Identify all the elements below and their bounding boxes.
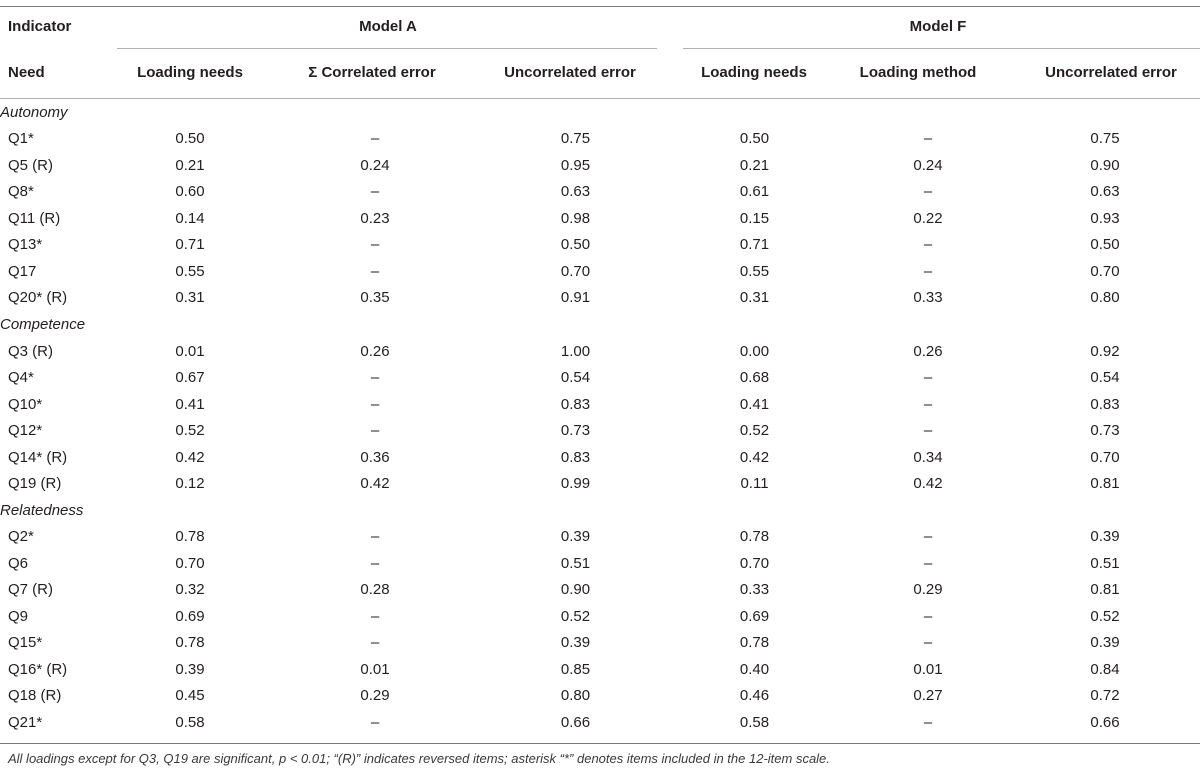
item-label: Q2* — [8, 528, 34, 546]
table-cell: 0.78 — [739, 528, 770, 546]
item-label: Q3 (R) — [8, 342, 53, 360]
table-cell: 0.68 — [739, 369, 770, 387]
table-cell: 0.75 — [1090, 130, 1120, 148]
table-cell: 0.52 — [560, 607, 591, 625]
table-cell: 0.69 — [739, 607, 770, 625]
table-cell: 0.35 — [360, 289, 390, 307]
table-cell: – — [923, 713, 933, 731]
table-body — [0, 99, 1200, 736]
table-cell: 0.55 — [739, 262, 770, 280]
table-cell: 0.39 — [560, 528, 591, 546]
table-row — [0, 444, 1200, 471]
table-cell: 0.01 — [913, 660, 943, 678]
table-cell: 0.93 — [1090, 209, 1120, 227]
table-row — [0, 205, 1200, 232]
table-cell: 0.39 — [1090, 634, 1120, 652]
table-cell: 0.31 — [739, 289, 770, 307]
item-label: Q7 (R) — [8, 581, 53, 599]
table-cell: – — [370, 713, 380, 731]
table-cell: 0.50 — [1090, 236, 1120, 254]
table-row — [0, 577, 1200, 604]
table-cell: – — [370, 422, 380, 440]
table-cell: 0.24 — [360, 156, 390, 174]
item-label: Q21* — [8, 713, 43, 731]
item-label: Q20* (R) — [8, 289, 68, 307]
table-cell: – — [923, 554, 933, 572]
table-cell: 0.66 — [1090, 713, 1120, 731]
bottom-rule — [0, 743, 1200, 744]
table-row — [0, 391, 1200, 418]
table-cell: – — [370, 183, 380, 201]
table-cell: 0.83 — [560, 448, 591, 466]
table-cell: 0.39 — [175, 660, 205, 678]
table-cell: 0.95 — [560, 156, 591, 174]
table-cell: 0.98 — [560, 209, 591, 227]
table-cell: 0.26 — [360, 342, 390, 360]
table-cell: 0.91 — [560, 289, 591, 307]
table-row — [0, 338, 1200, 365]
table-cell: – — [923, 183, 933, 201]
table-cell: 0.42 — [175, 448, 205, 466]
table-cell: 0.39 — [560, 634, 591, 652]
table-row — [0, 709, 1200, 736]
indicator-header: Indicator — [8, 18, 72, 35]
col-a-uncorrelated-error: Uncorrelated error — [504, 64, 636, 81]
table-cell: 0.66 — [560, 713, 591, 731]
table-cell: 0.52 — [739, 422, 770, 440]
table-cell: – — [370, 528, 380, 546]
table-cell: 0.81 — [1090, 475, 1120, 493]
table-cell: 0.83 — [560, 395, 591, 413]
table-row — [0, 550, 1200, 577]
table-cell: 0.71 — [739, 236, 770, 254]
section-row — [0, 497, 1200, 524]
table-cell: 1.00 — [560, 342, 591, 360]
table-cell: 0.51 — [560, 554, 591, 572]
table-cell: 0.24 — [913, 156, 943, 174]
table-cell: – — [370, 607, 380, 625]
table-cell: – — [923, 528, 933, 546]
table-cell: 0.32 — [175, 581, 205, 599]
table-cell: 0.00 — [739, 342, 770, 360]
item-label: Q18 (R) — [8, 687, 62, 705]
table-cell: 0.21 — [739, 156, 770, 174]
section-row — [0, 99, 1200, 126]
item-label: Q4* — [8, 369, 34, 387]
item-label: Q15* — [8, 634, 43, 652]
item-label: Q17 — [8, 262, 37, 280]
table-cell: 0.52 — [175, 422, 205, 440]
item-label: Q1* — [8, 130, 34, 148]
table-cell: 0.29 — [360, 687, 390, 705]
table-cell: 0.15 — [739, 209, 770, 227]
table-cell: 0.42 — [360, 475, 390, 493]
table-cell: 0.34 — [913, 448, 943, 466]
table-cell: – — [370, 262, 380, 280]
table-cell: – — [923, 422, 933, 440]
table-cell: 0.01 — [360, 660, 390, 678]
table-cell: 0.41 — [739, 395, 770, 413]
table-cell: 0.99 — [560, 475, 591, 493]
table-cell: 0.58 — [175, 713, 205, 731]
table-row — [0, 126, 1200, 153]
table-cell: 0.39 — [1090, 528, 1120, 546]
model-f-header: Model F — [909, 18, 967, 35]
table-cell: 0.50 — [175, 130, 205, 148]
table-cell: 0.31 — [175, 289, 205, 307]
table-row — [0, 232, 1200, 259]
item-label: Q9 — [8, 607, 29, 625]
table-cell: 0.33 — [739, 581, 770, 599]
table-cell: 0.21 — [175, 156, 205, 174]
table-row — [0, 258, 1200, 285]
table-cell: 0.54 — [560, 369, 591, 387]
table-row — [0, 524, 1200, 551]
table-cell: – — [923, 395, 933, 413]
table-row — [0, 417, 1200, 444]
table-cell: 0.70 — [1090, 448, 1120, 466]
table-cell: 0.40 — [739, 660, 770, 678]
section-label: Relatedness — [0, 501, 84, 519]
table-cell: 0.69 — [175, 607, 205, 625]
col-f-loading-method: Loading method — [859, 64, 977, 81]
table-cell: 0.90 — [1090, 156, 1120, 174]
table-cell: 0.70 — [560, 262, 591, 280]
table-cell: – — [370, 554, 380, 572]
table-cell: 0.70 — [175, 554, 205, 572]
table-cell: 0.75 — [560, 130, 591, 148]
table-cell: – — [923, 634, 933, 652]
table-cell: 0.36 — [360, 448, 390, 466]
item-label: Q13* — [8, 236, 43, 254]
table-cell: 0.61 — [739, 183, 770, 201]
table-cell: – — [370, 634, 380, 652]
item-label: Q14* (R) — [8, 448, 68, 466]
table-cell: 0.28 — [360, 581, 390, 599]
table-cell: 0.52 — [1090, 607, 1120, 625]
table-cell: 0.01 — [175, 342, 205, 360]
table-row — [0, 603, 1200, 630]
table-cell: 0.14 — [175, 209, 205, 227]
table-cell: 0.41 — [175, 395, 205, 413]
table-cell: 0.58 — [739, 713, 770, 731]
table-cell: 0.78 — [175, 528, 205, 546]
item-label: Q5 (R) — [8, 156, 53, 174]
table-row — [0, 656, 1200, 683]
table-cell: – — [370, 369, 380, 387]
table-row — [0, 364, 1200, 391]
col-f-loading-needs: Loading needs — [701, 64, 807, 81]
item-label: Q6 — [8, 554, 29, 572]
table-cell: 0.50 — [739, 130, 770, 148]
table-cell: 0.45 — [175, 687, 205, 705]
table-cell: 0.63 — [560, 183, 591, 201]
item-label: Q19 (R) — [8, 475, 62, 493]
table-cell: 0.54 — [1090, 369, 1120, 387]
table-cell: 0.50 — [560, 236, 591, 254]
table-cell: 0.70 — [739, 554, 770, 572]
table-cell: 0.51 — [1090, 554, 1120, 572]
item-label: Q8* — [8, 183, 34, 201]
table-cell: 0.80 — [1090, 289, 1120, 307]
table-cell: 0.42 — [739, 448, 770, 466]
table-cell: 0.12 — [175, 475, 205, 493]
model-f-rule — [683, 48, 1200, 49]
table-cell: 0.71 — [175, 236, 205, 254]
table-cell: – — [923, 130, 933, 148]
section-label: Competence — [0, 316, 86, 334]
table-cell: – — [370, 130, 380, 148]
col-f-uncorrelated-error: Uncorrelated error — [1045, 64, 1177, 81]
item-label: Q10* — [8, 395, 43, 413]
table-cell: – — [923, 607, 933, 625]
table-cell: 0.73 — [560, 422, 591, 440]
col-a-correlated-error: Σ Correlated error — [308, 64, 436, 81]
table-cell: 0.22 — [913, 209, 943, 227]
table-cell: 0.29 — [913, 581, 943, 599]
section-row — [0, 311, 1200, 338]
need-header: Need — [8, 64, 45, 81]
table-cell: 0.63 — [1090, 183, 1120, 201]
col-a-loading-needs: Loading needs — [137, 64, 243, 81]
table-cell: 0.80 — [560, 687, 591, 705]
table-footnote: All loadings except for Q3, Q19 are significant, p < 0.01; “(R)” indicates reversed items; asterisk “*” denotes items included in the 12-item scale. — [8, 751, 830, 766]
table-cell: 0.11 — [740, 475, 769, 493]
table-row — [0, 683, 1200, 710]
table-cell: 0.78 — [739, 634, 770, 652]
table-row — [0, 152, 1200, 179]
table-cell: 0.90 — [560, 581, 591, 599]
table-cell: 0.27 — [913, 687, 943, 705]
table-cell: 0.73 — [1090, 422, 1120, 440]
model-a-header: Model A — [359, 18, 417, 35]
top-rule — [0, 6, 1200, 7]
table-cell: 0.78 — [175, 634, 205, 652]
table-cell: 0.60 — [175, 183, 205, 201]
table-row — [0, 285, 1200, 312]
table-cell: 0.70 — [1090, 262, 1120, 280]
model-a-rule — [117, 48, 657, 49]
item-label: Q12* — [8, 422, 43, 440]
table-cell: 0.42 — [913, 475, 943, 493]
table-cell: – — [923, 236, 933, 254]
table-cell: – — [923, 262, 933, 280]
table-cell: 0.92 — [1090, 342, 1120, 360]
table-cell: 0.85 — [560, 660, 591, 678]
table-cell: – — [370, 236, 380, 254]
table-cell: 0.67 — [175, 369, 205, 387]
table-row — [0, 630, 1200, 657]
table-row — [0, 179, 1200, 206]
table-cell: 0.23 — [360, 209, 390, 227]
table-cell: – — [923, 369, 933, 387]
item-label: Q11 (R) — [8, 209, 61, 227]
item-label: Q16* (R) — [8, 660, 68, 678]
table-cell: 0.46 — [739, 687, 770, 705]
table-cell: 0.83 — [1090, 395, 1120, 413]
table-cell: – — [370, 395, 380, 413]
table-cell: 0.55 — [175, 262, 205, 280]
section-label: Autonomy — [0, 103, 68, 121]
table-cell: 0.81 — [1090, 581, 1120, 599]
table-cell: 0.84 — [1090, 660, 1120, 678]
table-cell: 0.72 — [1090, 687, 1120, 705]
table-cell: 0.33 — [913, 289, 943, 307]
table-row — [0, 470, 1200, 497]
table-cell: 0.26 — [913, 342, 943, 360]
